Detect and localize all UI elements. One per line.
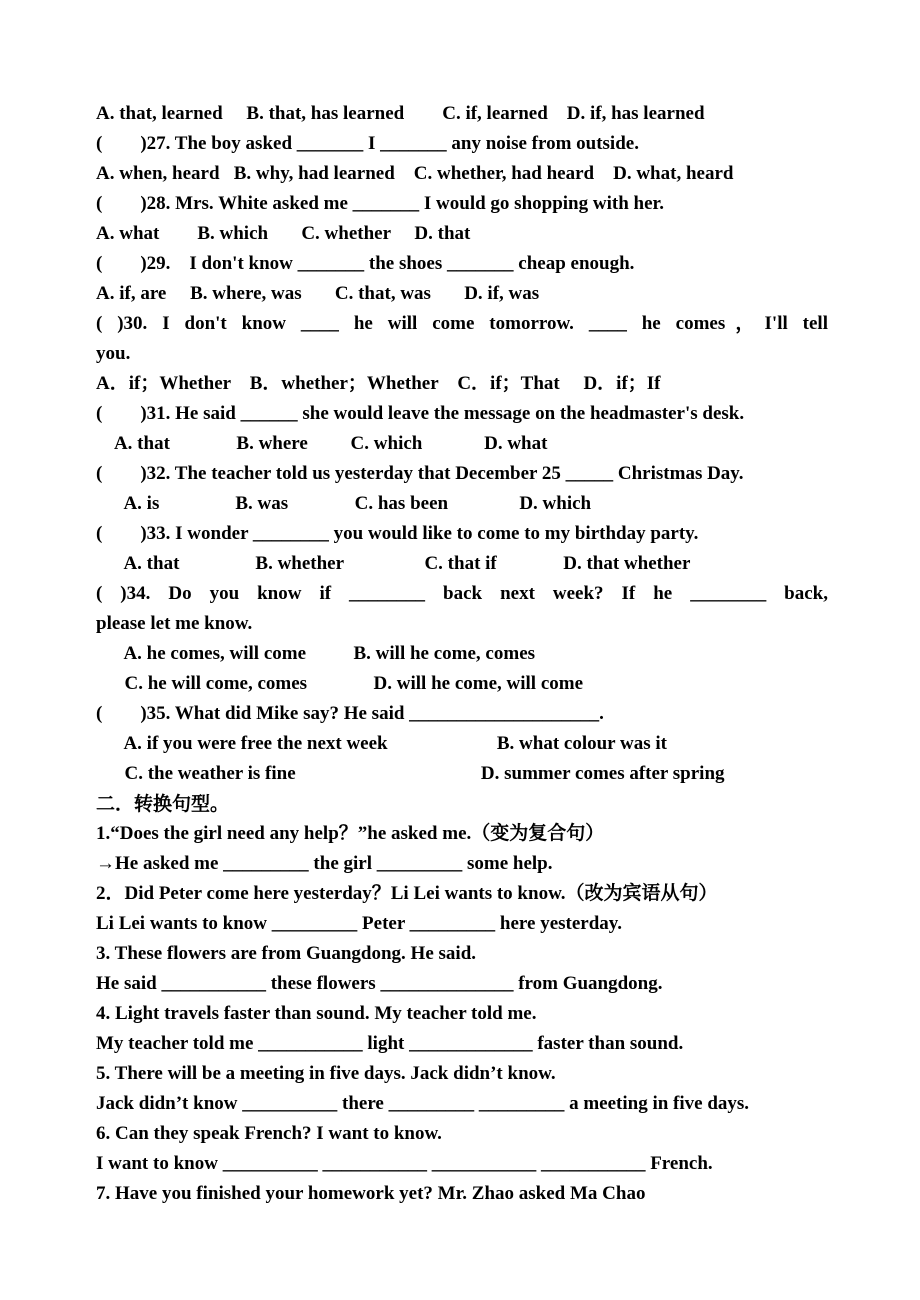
transform-item-4: 4. Light travels faster than sound. My teacher told me. (96, 1003, 537, 1024)
transform-item-7: 7. Have you finished your homework yet? Mr. Zhao asked Ma Chao (96, 1183, 646, 1204)
document-page (96, 99, 828, 1209)
option-line: A. is B. was C. has been D. which (96, 493, 592, 514)
option-line: A. that B. whether C. that if D. that whether (96, 553, 691, 574)
option-line: C. the weather is fine D. summer comes after spring (96, 763, 725, 784)
transform-item-1: 1.“Does the girl need any help？”he asked me.（变为复合句） (96, 823, 605, 844)
transform-item-3: 3. These flowers are from Guangdong. He said. (96, 943, 477, 964)
option-line: A. that B. where C. which D. what (96, 433, 548, 454)
transform-answer-4: My teacher told me ___________ light _____________ faster than sound. (96, 1033, 684, 1054)
option-line: A. what B. which C. whether D. that (96, 223, 471, 244)
transform-answer-2: Li Lei wants to know _________ Peter _________ here yesterday. (96, 913, 622, 934)
option-line: A. if you were free the next week B. what colour was it (96, 733, 667, 754)
option-line: C. he will come, comes D. will he come, will come (96, 673, 584, 694)
question-30-continued: you. (96, 343, 131, 364)
option-line: A. when, heard B. why, had learned C. whether, had heard D. what, heard (96, 163, 734, 184)
question-30: ( )30. I don't know ____ he will come tomorrow. ____ he comes，I'll tell (96, 313, 828, 334)
question-33: ( )33. I wonder ________ you would like to come to my birthday party. (96, 523, 699, 544)
question-31: ( )31. He said ______ she would leave the message on the headmaster's desk. (96, 403, 745, 424)
transform-answer-3: He said ___________ these flowers ______________ from Guangdong. (96, 973, 663, 994)
transform-answer-6: I want to know __________ ___________ ___________ ___________ French. (96, 1153, 713, 1174)
question-34-continued: please let me know. (96, 613, 253, 634)
question-35: ( )35. What did Mike say? He said ____________________. (96, 703, 604, 724)
question-27: ( )27. The boy asked _______ I _______ any noise from outside. (96, 133, 639, 154)
question-28: ( )28. Mrs. White asked me _______ I would go shopping with her. (96, 193, 664, 214)
transform-item-2: 2．Did Peter come here yesterday？Li Lei wants to know.（改为宾语从句） (96, 883, 718, 904)
section-heading: 二．转换句型。 (96, 793, 230, 815)
transform-answer-5: Jack didn’t know __________ there _________ _________ a meeting in five days. (96, 1093, 750, 1114)
transform-item-6: 6. Can they speak French? I want to know. (96, 1123, 442, 1144)
option-line: A. that, learned B. that, has learned C. if, learned D. if, has learned (96, 103, 705, 124)
option-line: A. he comes, will come B. will he come, comes (96, 643, 536, 664)
question-32: ( )32. The teacher told us yesterday that December 25 _____ Christmas Day. (96, 463, 744, 484)
question-29: ( )29. I don't know _______ the shoes _______ cheap enough. (96, 253, 635, 274)
transform-item-5: 5. There will be a meeting in five days. Jack didn’t know. (96, 1063, 556, 1084)
transform-answer-1: →He asked me _________ the girl _________ some help. (96, 853, 553, 874)
question-34: ( )34. Do you know if ________ back next week? If he ________ back, (96, 583, 828, 604)
option-line: A. if, are B. where, was C. that, was D. if, was (96, 283, 540, 304)
option-line: A．if；Whether B．whether；Whether C．if；That D．if；If (96, 373, 661, 394)
